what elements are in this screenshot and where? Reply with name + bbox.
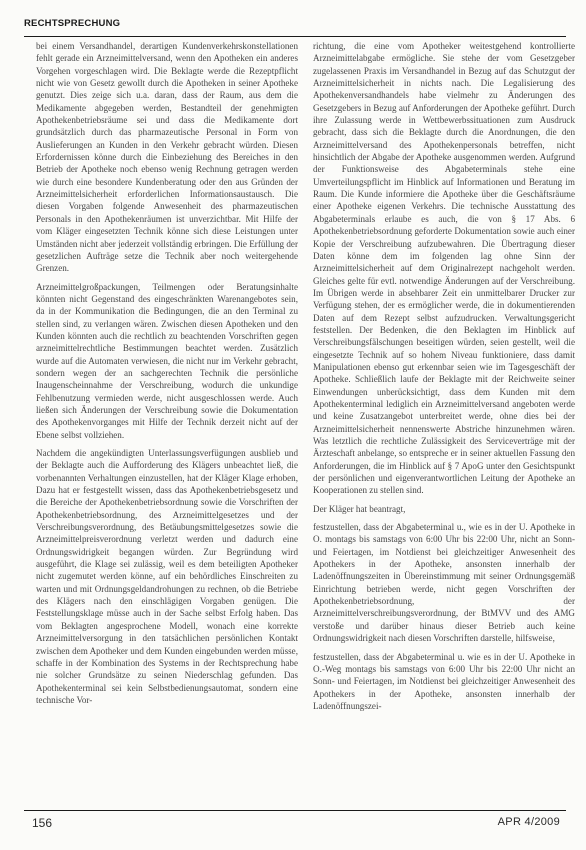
journal-issue: APR 4/2009 — [497, 816, 560, 828]
right-paragraph-3: festzustellen, dass der Abgabeterminal u., wie es in der U. Apotheke in O. montags bis samstags von 6:00 Uhr bis 22:00 Uhr, nicht an Sonn- und Feiertagen, im Notdienst bei gleichzeitiger Anwesenheit des Apothekers in der Apotheke, ansonsten innerhalb der Ladenöffnungszeiten in Übereinstimmung mit seiner Ordnungsgemäß Einrichtung betrieben werde, nicht gegen Vorschriften der Apothekenbetriebsordnung, der Arzneimittelverschreibungsverordnung, der BtMVV und des AMG verstoße und darüber hinaus dieser Betrieb auch keine Ordnungswidrigkeit nach diesen Vorschriften darstelle, hilfsweise, — [313, 522, 575, 644]
header-rule — [24, 36, 566, 37]
right-column — [313, 40, 575, 712]
left-paragraph-2: Arzneimittelgroßpackungen, Teilmengen oder Beratungsinhalte könnten nicht Gegenstand des eingeschränkten Warenangebotes sein, da in der Kommunikation die Bedingungen, die an den Terminal zu stellen sind, zu verlangen wären. Zwischen diesen Apotheken und den Kunden könnten auch die rechtlich zu beachtenden Vorschriften gegen arzneimittelrechtliche Bestimmungen beachtet werden. Zusätzlich wurde auf die Automaten verwiesen, die nicht nur im Verkehr gebracht, sondern wegen der an sachgerechten Technik die persönliche Inaugenscheinnahme der Verschreibung, wodurch die unkundige Fehlbenutzung vermieden werde, nicht ausgeschlossen werde. Auch ließen sich Änderungen der Verschreibung sowie die Dokumentation des Apothekenvorganges mit Hilfe der Technik derzeit nicht auf der Ebene selbst vollziehen. — [36, 281, 298, 440]
right-paragraph-4: festzustellen, dass der Abgabeterminal u. wie es in der U. Apotheke in O.-Weg montags bis samstags von 6:00 Uhr bis 22:00 Uhr nicht an Sonn- und Feiertagen, im Notdienst bei gleichzeitiger Anwesenheit des Apothekers in der Apotheke, ansonsten innerhalb der Ladenöffnungszei- — [313, 651, 575, 711]
right-paragraph-2: Der Kläger hat beantragt, — [313, 503, 406, 514]
left-paragraph-3: Nachdem die angekündigten Unterlassungsverfügungen ausblieb und der Beklagte auch die Aufforderung des Klägers unbeachtet ließ, die vorbenannten Verhaltungen einzustellen, hat der Kläger Klage erhoben, Dazu hat er festgestellt wissen, dass das Apothekenbetriebsgesetz und die Bereiche der Apothekenbetriebsordnung sowie die Vorschriften der Apothekenbetriebsordnung, des Arzneimittelgesetzes und der Verschreibungsverordnung, des Betäubungsmittelgesetzes sowie die Arzneimittelpreisverordnung verletzt werden und dadurch eine Ordnungswidrigkeit begangen würden. Zur Begründung wird ausgeführt, die Klage sei zulässig, weil es dem beteiligten Apotheker nicht zugemutet werden könne, auf ein behördliches Einschreiten zu warten und mit Ordnungsgeldandrohungen zu rechnen, ob die Betriebe des Klägers nach den einschlägigen Vorgaben genügen. Die Feststellungsklage müsse auch in der Sache selbst Erfolg haben. Das vom Beklagten angesprochene Modell, wonach eine korrekte Arzneimittelversorgung in den tatsächlichen persönlichen Kontakt zwischen dem Apotheker und dem Kunden eingebunden werden müsse, schaffe in der Kombination des Systems in der Rechtsprechung habe nie solcher Grundsätze zu seinen Niederschlag gefunden. Das Apothekenterminal sei kein Selbstbedienungsautomat, sondern eine technische Vor- — [36, 448, 298, 705]
page-number: 156 — [32, 816, 53, 830]
right-paragraph-1: richtung, die eine vom Apotheker weitestgehend kontrollierte Arzneimittelabgabe ermögliche. Sie stehe der vom Gesetzgeber zugelassenen Praxis im Versandhandel in Bezug auf das Schutzgut der Arzneimittelsicherheit in nichts nach. Die Legalisierung des Apothekenversandhandels habe vielmehr zu Änderungen des Gesetzgebers in Bezug auf Anforderungen der Apotheke geführt. Durch ihre Zulassung werde in Wettbewerbssituationen zum Ausdruck gebracht, dass sich die Beklagte durch die Anordnungen, die den Arzneimittelversand des Apothekenpersonals betreffen, nicht hinsichtlich der Abgabe der Apotheke ausgenommen werden. Aufgrund der Funktionsweise des Abgabeterminals stehe eine Umverteilungspflicht im Hinblick auf Informationen und Beratung im Raum. Die Kunde informiere die Apotheke über die Geschäftsräume einer Apotheke eigenen Verkehrs. Die technische Ausstattung des Abgabeterminals erlaube es auch, die von § 17 Abs. 6 Apothekenbetriebsordnung geforderte Dokumentation sowie auch einer Kopie der Verschreibung aufzubewahren. Die Übertragung dieser Daten könne dem im folgenden lag ohne Sinn der Arzneimittelsicherheit auf dem Originalrezept nachgeholt werden. Gleiches gelte für evtl. notwendige Änderungen auf der Verschreibung. Im Übrigen werde in absehbarer Zeit ein unmittelbarer Drucker zur Verfügung stehen, der es ermöglicher werde, die in dokumentierenden Daten auf dem Rezept selbst aufzudrucken. Verwaltungsgericht feststellen. Der Bedenken, die den Beklagten im Hinblick auf Verschreibungsfälschungen beseitigen würden, seien gestellt, weil die eingesetzte Technik auf so hohem Niveau funktioniere, dass damit Manipulationen ebenso gut erkennbar seien wie im Tagesgeschäft der Apotheke. Schließlich laufe der Beklagte mit der Reichweite seiner Einwendungen unberücksichtigt, dass dem Kunden mit dem Apothekenterminal lediglich ein Arzneimittelversand angeboten werde und keine Zusatzangebot unterbreitet werde, ohne dies bei der Arzneimittelsicherheit nennenswerte Abstriche hinzunehmen wären. Was letztlich die rechtliche Zulässigkeit des Serviceverträge mit der Ärzteschaft anbelange, so entspreche er in seiner aktuellen Fassung den Anforderungen, die im Hinblick auf § 7 ApoG unter den Gesichtspunkt der persönlichen und eigenverantwortlichen Leitung der Apotheke an Kooperationen zu stellen sind. — [313, 41, 575, 496]
footer-rule — [24, 810, 566, 811]
left-paragraph-1: bei einem Versandhandel, derartigen Kundenverkehrskonstellationen fehlt gerade ein Arzneimittelversand, wenn den Apotheken ein anderes Vorgehen vorgeschlagen wird. Die Beklagte werde die Rezeptpflicht nicht wie von Gesetz gewollt durch die Apotheken in seiner Apotheke genutzt. Dies zeige sich u.a. daran, dass der Raum, aus dem die Medikamente abgegeben werden, Bestandteil der genehmigten Apothekenbetriebsräume sei und dass die Medikamente dort grundsätzlich durch das pharmazeutische Personal in Form von Auslieferungen an Kunden in den Verkehr gebracht würden. Diesen Erfordernissen könne durch die Einbeziehung des Bereiches in den Betrieb der Apotheke noch ebenso wenig Rechnung getragen werden wie durch eine besondere Kundenberatung oder den aus Gründen der Arzneimittelsicherheit erforderlichen Informationsaustausch. Die diesen Vorgaben folgende Anwesenheit des pharmazeutischen Personals in den Apothekenräumen ist unverzichtbar. Mit Hilfe der vom Kläger eingesetzten Technik könne sich diese Leistungen unter Umständen nicht aber jederzeit vollständig erbringen. Die Erfüllung der gesetzlichen Aufträge setze die Technik aber noch weitergehende Grenzen. — [36, 41, 298, 274]
left-column — [36, 40, 298, 706]
section-header: RECHTSPRECHUNG — [24, 18, 121, 29]
